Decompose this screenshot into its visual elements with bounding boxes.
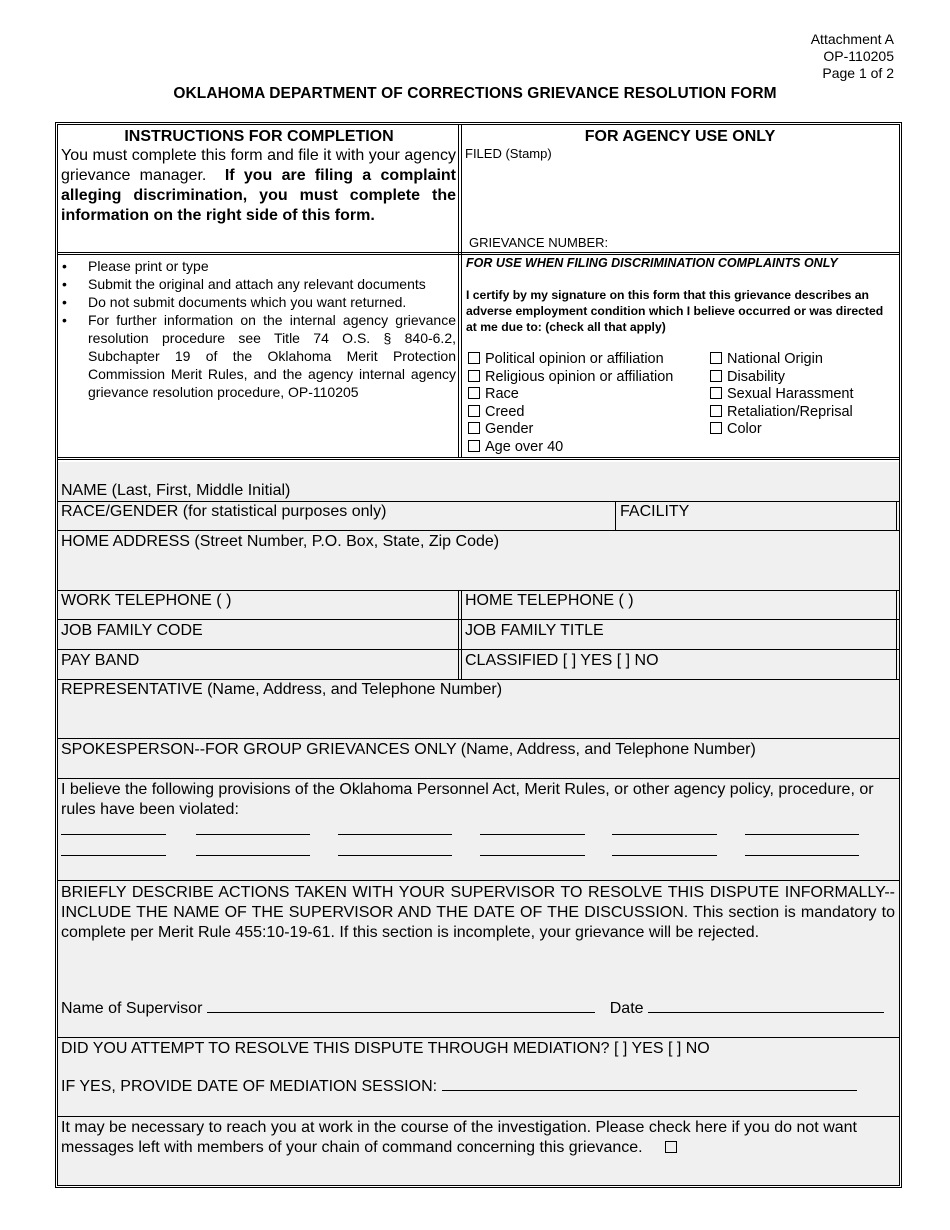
checkbox-icon[interactable]: [710, 405, 722, 417]
checkbox-icon[interactable]: [468, 352, 480, 364]
divider-line: [896, 501, 900, 530]
checkbox-icon[interactable]: [468, 387, 480, 399]
checkbox-icon[interactable]: [710, 387, 722, 399]
describe-actions-field[interactable]: BRIEFLY DESCRIBE ACTIONS TAKEN WITH YOUR SUPERVISOR TO RESOLVE THIS DISPUTE INFORMALLY--INCLUDE THE NAME OF THE SUPERVISOR AND THE DATE OF THE DISCUSSION. This section is mandatory to complete per Merit Rule 455:10-19-61. If this section is incomplete, your grievance will be rejected.: [61, 884, 895, 941]
instructions-intro-bold: If you are filing a complaint alleging discrimination, you must complete the information on the right side of this form.: [61, 167, 457, 224]
agency-use-heading: FOR AGENCY USE ONLY: [584, 128, 776, 145]
provisions-field[interactable]: I believe the following provisions of the Oklahoma Personnel Act, Merit Rules, or other agency policy, procedure, or rules have been violated:: [61, 781, 874, 818]
divider-line: [58, 590, 899, 591]
representative-field[interactable]: REPRESENTATIVE (Name, Address, and Telephone Number): [61, 681, 503, 698]
filed-stamp-label: FILED (Stamp): [465, 146, 552, 161]
instructions-intro: [61, 146, 456, 226]
discrimination-heading: FOR USE WHEN FILING DISCRIMINATION COMPLAINTS ONLY: [466, 256, 838, 270]
list-item: • Submit the original and attach any relevant documents: [60, 275, 456, 293]
divider-line: [58, 679, 899, 680]
checkbox-retaliation[interactable]: Retaliation/Reprisal: [710, 404, 854, 422]
divider-line: [58, 880, 899, 881]
supervisor-line[interactable]: [61, 1000, 884, 1018]
discrimination-right-options: [710, 351, 854, 439]
job-family-code-field[interactable]: JOB FAMILY CODE: [61, 622, 203, 639]
checkbox-icon[interactable]: [710, 370, 722, 382]
checkbox-color[interactable]: Color: [710, 421, 854, 439]
checkbox-icon[interactable]: [468, 370, 480, 382]
supervisor-label: Name of Supervisor: [61, 1000, 203, 1017]
checkbox-age[interactable]: Age over 40: [468, 439, 673, 457]
work-telephone-field[interactable]: WORK TELEPHONE ( ): [61, 592, 232, 609]
divider-line: [58, 1116, 899, 1117]
list-item: • Do not submit documents which you want returned.: [60, 293, 456, 311]
divider-line: [58, 649, 899, 650]
supervisor-input[interactable]: [207, 1012, 595, 1013]
divider-line: [58, 619, 899, 620]
divider-line: [58, 252, 899, 255]
checkbox-race[interactable]: Race: [468, 386, 673, 404]
name-field[interactable]: NAME (Last, First, Middle Initial): [61, 482, 291, 499]
contact-notice-text: It may be necessary to reach you at work in the course of the investigation. Please check here if you do not want messages left with members of your chain of command concerning this grievance.: [61, 1119, 857, 1156]
fields-area: [58, 462, 899, 1185]
spokesperson-field[interactable]: SPOKESPERSON--FOR GROUP GRIEVANCES ONLY (Name, Address, and Telephone Number): [61, 741, 756, 758]
divider-line: [58, 530, 899, 531]
job-family-title-field[interactable]: JOB FAMILY TITLE: [465, 622, 604, 639]
list-item: • For further information on the internal agency grievance resolution procedure see Title 74 O.S. § 840-6.2, Subchapter 19 of the Oklahoma Merit Protection Commission Merit Rules, and the agency internal agency grievance resolution procedure, OP-110205: [60, 311, 456, 401]
column-divider: [458, 125, 462, 458]
form-header: [811, 31, 894, 82]
classified-field[interactable]: CLASSIFIED [ ] YES [ ] NO: [465, 652, 659, 669]
checkbox-disability[interactable]: Disability: [710, 369, 854, 387]
mediation-date-line[interactable]: [61, 1078, 857, 1096]
divider-line: [58, 501, 899, 502]
page-number: Page 1 of 2: [822, 65, 894, 81]
checkbox-icon[interactable]: [468, 405, 480, 417]
list-item: • Please print or type: [60, 257, 456, 275]
checkbox-national-origin[interactable]: National Origin: [710, 351, 854, 369]
checkbox-sexual-harassment[interactable]: Sexual Harassment: [710, 386, 854, 404]
date-input[interactable]: [648, 1012, 884, 1013]
discrimination-left-options: [468, 351, 673, 456]
form-number: OP-110205: [823, 48, 894, 64]
attachment-label: Attachment A: [810, 31, 894, 47]
divider-line: [58, 1037, 899, 1038]
instructions-intro-text: You must complete this form and file it with your agency grievance manager.: [61, 147, 456, 184]
divider-line: [458, 590, 462, 679]
divider-line: [58, 778, 899, 779]
checkbox-gender[interactable]: Gender: [468, 421, 673, 439]
checkbox-political[interactable]: Political opinion or affiliation: [468, 351, 673, 369]
do-not-contact-checkbox[interactable]: [665, 1141, 677, 1153]
mediation-date-label: IF YES, PROVIDE DATE OF MEDIATION SESSION:: [61, 1078, 438, 1095]
checkbox-icon[interactable]: [468, 440, 480, 452]
checkbox-icon[interactable]: [710, 352, 722, 364]
contact-notice: [61, 1118, 897, 1158]
home-telephone-field[interactable]: HOME TELEPHONE ( ): [465, 592, 634, 609]
date-label: Date: [609, 1000, 644, 1017]
checkbox-creed[interactable]: Creed: [468, 404, 673, 422]
instructions-list: [60, 257, 456, 401]
discrimination-certify: I certify by my signature on this form that this grievance describes an adverse employment condition which I believe occurred or was directed at me due to: (check all that apply): [466, 288, 884, 334]
checkbox-religious[interactable]: Religious opinion or affiliation: [468, 369, 673, 387]
home-address-field[interactable]: HOME ADDRESS (Street Number, P.O. Box, State, Zip Code): [61, 533, 500, 550]
form-title: OKLAHOMA DEPARTMENT OF CORRECTIONS GRIEVANCE RESOLUTION FORM: [173, 85, 777, 102]
grievance-number-label: GRIEVANCE NUMBER:: [469, 235, 609, 250]
divider-line: [615, 501, 616, 530]
race-gender-field[interactable]: RACE/GENDER (for statistical purposes only): [61, 503, 387, 520]
pay-band-field[interactable]: PAY BAND: [61, 652, 140, 669]
checkbox-icon[interactable]: [468, 422, 480, 434]
divider-line: [58, 738, 899, 739]
checkbox-icon[interactable]: [710, 422, 722, 434]
facility-field[interactable]: FACILITY: [620, 503, 690, 520]
instructions-heading: INSTRUCTIONS FOR COMPLETION: [124, 128, 394, 145]
divider-line: [58, 457, 899, 460]
mediation-date-input[interactable]: [442, 1090, 857, 1091]
divider-line: [896, 590, 900, 679]
mediation-question[interactable]: DID YOU ATTEMPT TO RESOLVE THIS DISPUTE THROUGH MEDIATION? [ ] YES [ ] NO: [61, 1040, 710, 1057]
